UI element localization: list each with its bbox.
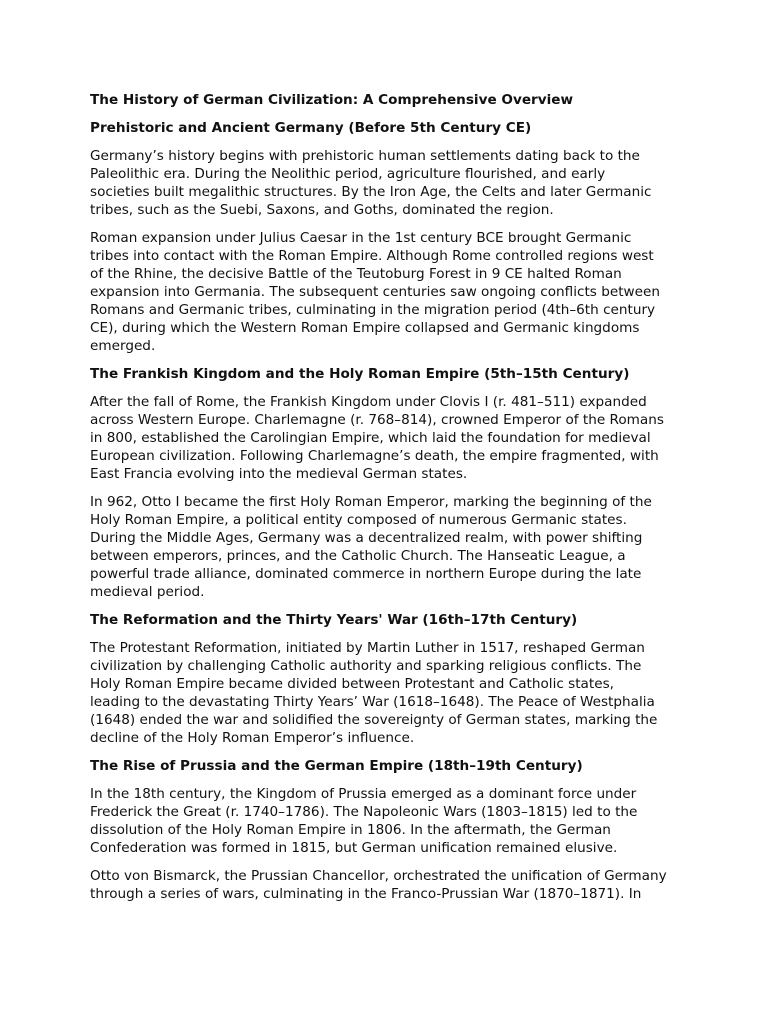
section-prehistoric	[90, 119, 690, 355]
section-reformation	[90, 611, 690, 747]
paragraph: Roman expansion under Julius Caesar in the 1st century BCE brought Germanic tribes into contact with the Roman Empire. Although Rome controlled regions west of the Rhine, the decisive Battle of the Teutoburg Forest in 9 CE halted Roman expansion into Germania. The subsequent centuries saw ongoing conflicts between Romans and Germanic tribes, culminating in the migration period (4th–6th century CE), during which the Western Roman Empire collapsed and Germanic kingdoms emerged.	[90, 230, 660, 354]
section-heading: Prehistoric and Ancient Germany (Before 5th Century CE)	[90, 120, 532, 136]
section-heading: The Frankish Kingdom and the Holy Roman Empire (5th–15th Century)	[90, 366, 630, 382]
document-page	[90, 91, 690, 913]
paragraph: Otto von Bismarck, the Prussian Chancellor, orchestrated the unification of Germany through a series of wars, culminating in the Franco-Prussian War (1870–1871). In	[90, 868, 667, 902]
section-heading: The Rise of Prussia and the German Empire (18th–19th Century)	[90, 758, 583, 774]
document-title: The History of German Civilization: A Comprehensive Overview	[90, 92, 574, 108]
section-frankish-kingdom	[90, 365, 690, 601]
paragraph: In 962, Otto I became the first Holy Roman Emperor, marking the beginning of the Holy Roman Empire, a political entity composed of numerous Germanic states. During the Middle Ages, Germany was a decentralized realm, with power shifting between emperors, princes, and the Catholic Church. The Hanseatic League, a powerful trade alliance, dominated commerce in northern Europe during the late medieval period.	[90, 494, 652, 600]
section-heading: The Reformation and the Thirty Years' War (16th–17th Century)	[90, 612, 578, 628]
paragraph: After the fall of Rome, the Frankish Kingdom under Clovis I (r. 481–511) expanded across Western Europe. Charlemagne (r. 768–814), crowned Emperor of the Romans in 800, established the Carolingian Empire, which laid the foundation for medieval European civilization. Following Charlemagne’s death, the empire fragmented, with East Francia evolving into the medieval German states.	[90, 394, 664, 482]
paragraph: The Protestant Reformation, initiated by Martin Luther in 1517, reshaped German civilization by challenging Catholic authority and sparking religious conflicts. The Holy Roman Empire became divided between Protestant and Catholic states, leading to the devastating Thirty Years’ War (1618–1648). The Peace of Westphalia (1648) ended the war and solidified the sovereignty of German states, marking the decline of the Holy Roman Emperor’s influence.	[90, 640, 658, 746]
paragraph: In the 18th century, the Kingdom of Prussia emerged as a dominant force under Frederick the Great (r. 1740–1786). The Napoleonic Wars (1803–1815) led to the dissolution of the Holy Roman Empire in 1806. In the aftermath, the German Confederation was formed in 1815, but German unification remained elusive.	[90, 786, 638, 856]
paragraph: Germany’s history begins with prehistoric human settlements dating back to the Paleolithic era. During the Neolithic period, agriculture flourished, and early societies built megalithic structures. By the Iron Age, the Celts and later Germanic tribes, such as the Suebi, Saxons, and Goths, dominated the region.	[90, 148, 652, 218]
section-prussia	[90, 757, 690, 903]
